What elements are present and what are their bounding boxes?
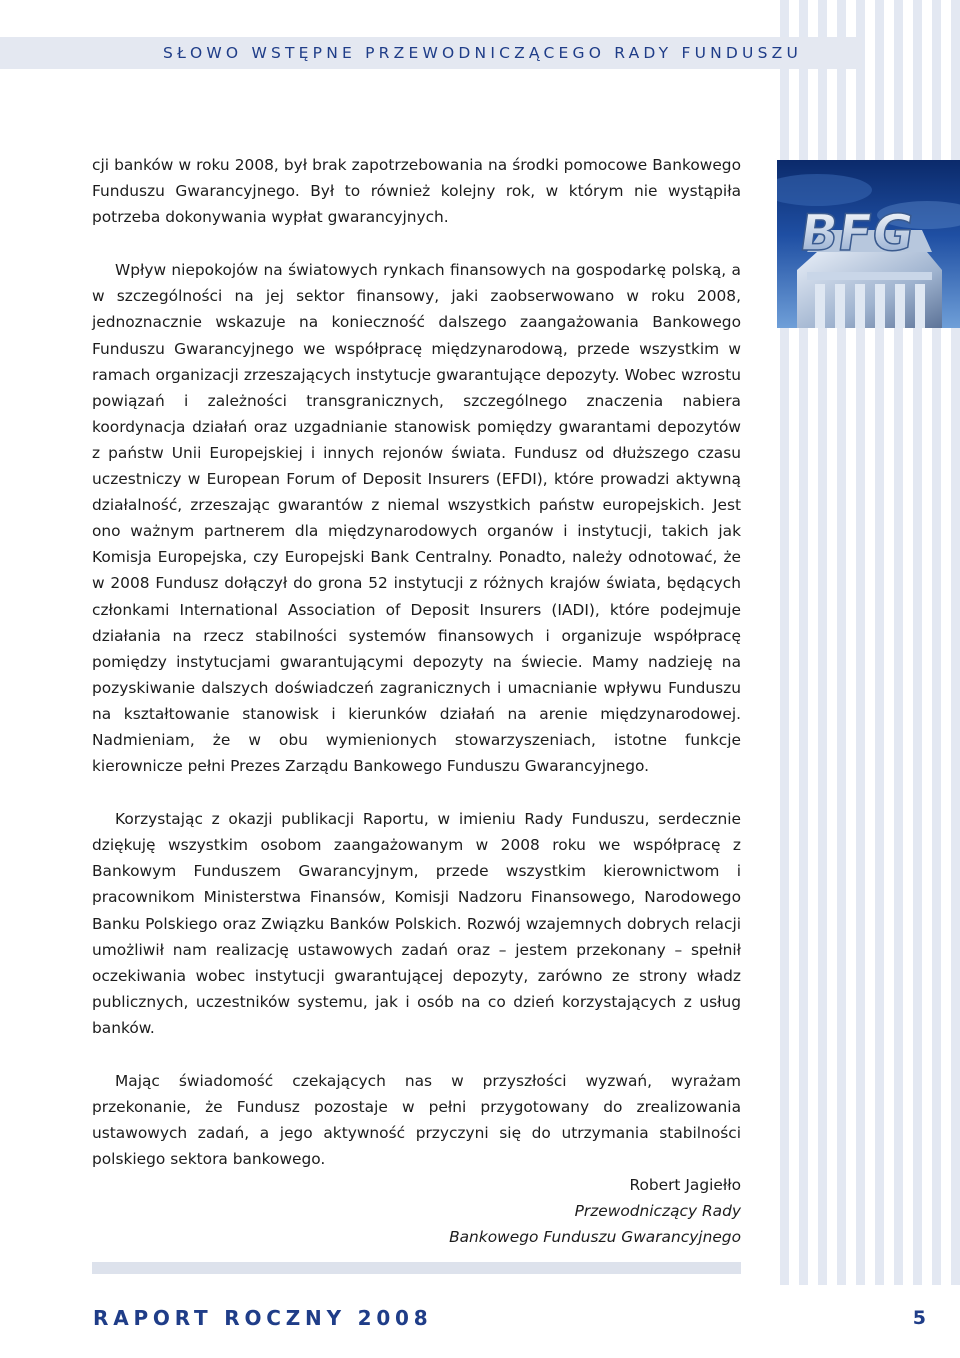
footer-divider xyxy=(92,1262,741,1274)
header-band xyxy=(0,37,862,69)
signature-block xyxy=(92,1172,741,1250)
article-body xyxy=(92,152,741,1250)
svg-text:BFG: BFG xyxy=(796,203,918,262)
bfg-logo-image xyxy=(777,160,960,328)
paragraph-4: Mając świadomość czekających nas w przyszłości wyzwań, wyrażam przekonanie, że Fundusz pozostaje w pełni przygotowany do zrealizowania ustawowych zadań, a jego aktywność przyczyni się do utrzymania stabilności polskiego sektora bankowego. xyxy=(92,1072,741,1169)
report-title: RAPORT ROCZNY 2008 xyxy=(93,1306,433,1330)
paragraph-1: cji banków w roku 2008, był brak zapotrzebowania na środki pomocowe Bankowego Funduszu Gwarancyjnego. Był to również kolejny rok, w którym nie wystąpiła potrzeba dokonywania wypłat gwarancyjnych. xyxy=(92,156,741,227)
section-title: SŁOWO WSTĘPNE PRZEWODNICZĄCEGO RADY FUNDUSZU xyxy=(163,44,802,62)
paragraph-3: Korzystając z okazji publikacji Raportu, w imieniu Rady Funduszu, serdecznie dziękuję wszystkim osobom zaangażowanym w 2008 roku we współpracę z Bankowym Funduszem Gwarancyjnym, przede wszystkim kierownictwom i pracownikom Ministerstwa Finansów, Komisji Nadzoru Finansowego, Narodowego Banku Polskiego oraz Związku Banków Polskich. Rozwój wzajemnych dobrych relacji umożliwił nam realizację ustawowych zadań oraz – jestem przekonany – spełnił oczekiwania wobec instytucji gwarantującej depozyty, zarówno ze strony władz publicznych, uczestników systemu, jak i osób na co dzień korzystających z usług banków. xyxy=(92,810,741,1037)
signatory-role-line-1: Przewodniczący Rady xyxy=(574,1202,741,1221)
signatory-role-line-2: Bankowego Funduszu Gwarancyjnego xyxy=(449,1228,741,1247)
paragraph-2: Wpływ niepokojów na światowych rynkach finansowych na gospodarkę polską, a w szczególności na jej sektor finansowy, jaki zaobserwowano w roku 2008, jednoznacznie wskazuje na konieczność dalszego zaangażowania Bankowego Funduszu Gwarancyjnego we współpracę międzynarodową, przede wszystkim w ramach organizacji zrzeszających instytucje gwarantujące depozyty. Wobec wzrostu powiązań i zależności transgranicznych, szczególnego znaczenia nabiera koordynacja działań oraz uzgadnianie stanowisk pomiędzy gwarantami depozytów z państw Unii Europejskiej i innych rejonów świata. Fundusz od dłuższego czasu uczestniczy w European Forum of Deposit Insurers (EFDI), które prowadzi aktywną działalność, zrzeszając gwarantów z niemal wszystkich państw europejskich. Jest ono ważnym partnerem dla międzynarodowych organów i instytucji, takich jak Komisja Europejska, czy Europejski Bank Centralny. Ponadto, należy odnotować, że w 2008 Fundusz dołączył do grona 52 instytucji z różnych krajów świata, będących członkami International Association of Deposit Insurers (IADI), które podejmuje działania na rzecz stabilności systemów finansowych i organizuje współpracę pomiędzy instytucjami gwarantującymi depozyty na świecie. Mamy nadzieję na pozyskiwanie dalszych doświadczeń zagranicznych i umacnianie wpływu Funduszu na kształtowanie stanowisk i kierunków działań na arenie międzynarodowej. Nadmieniam, że w obu wymienionych stowarzyszeniach, istotne funkcje kierownicze pełni Prezes Zarządu Bankowego Funduszu Gwarancyjnego. xyxy=(92,261,741,776)
bfg-logo-icon xyxy=(777,160,960,328)
signatory-name: Robert Jagiełło xyxy=(629,1176,741,1195)
page-number: 5 xyxy=(912,1307,926,1329)
